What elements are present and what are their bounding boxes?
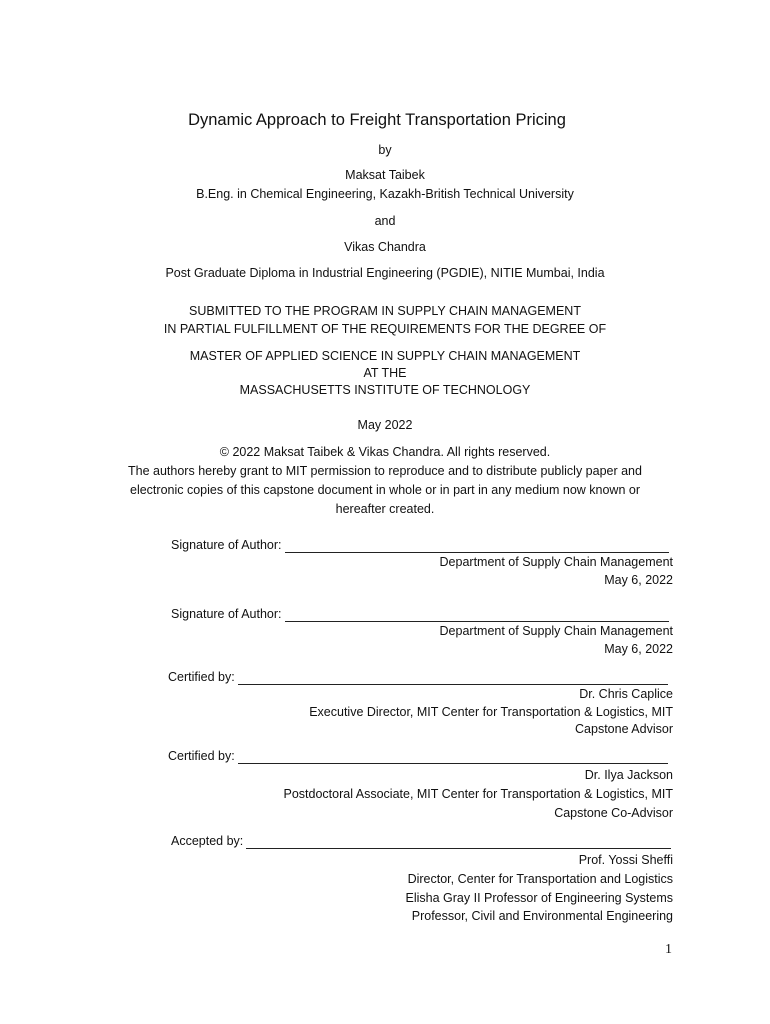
- signature-label: Certified by:: [168, 749, 235, 763]
- signature-detail: Director, Center for Transportation and Logistics: [407, 872, 673, 886]
- signature-detail: Professor, Civil and Environmental Engineering: [411, 909, 673, 923]
- signature-label: Signature of Author:: [171, 538, 282, 552]
- author1-name: Maksat Taibek: [345, 168, 425, 182]
- signature-detail: Prof. Yossi Sheffi: [578, 853, 673, 867]
- accepted-by: [171, 833, 671, 849]
- signature-detail: Executive Director, MIT Center for Transportation & Logistics, MIT: [309, 705, 673, 719]
- and-text: and: [374, 214, 396, 228]
- signature-detail: Postdoctoral Associate, MIT Center for Transportation & Logistics, MIT: [283, 787, 673, 801]
- submission-line-4: AT THE: [363, 366, 407, 380]
- signature-detail: Department of Supply Chain Management: [439, 624, 673, 638]
- signature-label: Certified by:: [168, 670, 235, 684]
- signature-author-1: [171, 537, 669, 553]
- permission-line-2: electronic copies of this capstone document in whole or in part in any medium now known or: [130, 483, 640, 497]
- signature-author-2: [171, 606, 669, 622]
- signature-detail: Dr. Ilya Jackson: [584, 768, 673, 782]
- submission-line-3: MASTER OF APPLIED SCIENCE IN SUPPLY CHAIN MANAGEMENT: [189, 349, 581, 363]
- signature-line: [285, 610, 669, 622]
- signature-line: [238, 752, 668, 764]
- certified-by-coadvisor: [168, 748, 668, 764]
- signature-line: [246, 837, 671, 849]
- signature-detail: May 6, 2022: [604, 573, 673, 587]
- signature-detail: Dr. Chris Caplice: [579, 687, 673, 701]
- submission-line-2: IN PARTIAL FULFILLMENT OF THE REQUIREMENTS FOR THE DEGREE OF: [163, 322, 607, 336]
- author2-degree: Post Graduate Diploma in Industrial Engineering (PGDIE), NITIE Mumbai, India: [165, 266, 605, 280]
- submission-date: May 2022: [357, 418, 413, 432]
- signature-line: [285, 541, 669, 553]
- document-title: Dynamic Approach to Freight Transportation Pricing: [188, 111, 566, 129]
- signature-line: [238, 673, 668, 685]
- permission-line-3: hereafter created.: [335, 502, 435, 516]
- author2-name: Vikas Chandra: [344, 240, 426, 254]
- signature-label: Signature of Author:: [171, 607, 282, 621]
- signature-detail: May 6, 2022: [604, 642, 673, 656]
- submission-line-1: SUBMITTED TO THE PROGRAM IN SUPPLY CHAIN MANAGEMENT: [189, 304, 581, 318]
- page-number: 1: [665, 942, 672, 957]
- submission-line-5: MASSACHUSETTS INSTITUTE OF TECHNOLOGY: [239, 383, 531, 397]
- signature-detail: Department of Supply Chain Management: [439, 555, 673, 569]
- by-text: by: [378, 143, 392, 157]
- certified-by-advisor: [168, 669, 668, 685]
- signature-detail: Elisha Gray II Professor of Engineering Systems: [405, 891, 673, 905]
- signature-label: Accepted by:: [171, 834, 244, 848]
- copyright-notice: © 2022 Maksat Taibek & Vikas Chandra. All rights reserved.: [219, 445, 551, 459]
- permission-line-1: The authors hereby grant to MIT permission to reproduce and to distribute publicly paper and: [128, 464, 642, 478]
- signature-detail: Capstone Advisor: [575, 722, 673, 736]
- signature-detail: Capstone Co-Advisor: [554, 806, 673, 820]
- author1-degree: B.Eng. in Chemical Engineering, Kazakh-British Technical University: [196, 187, 574, 201]
